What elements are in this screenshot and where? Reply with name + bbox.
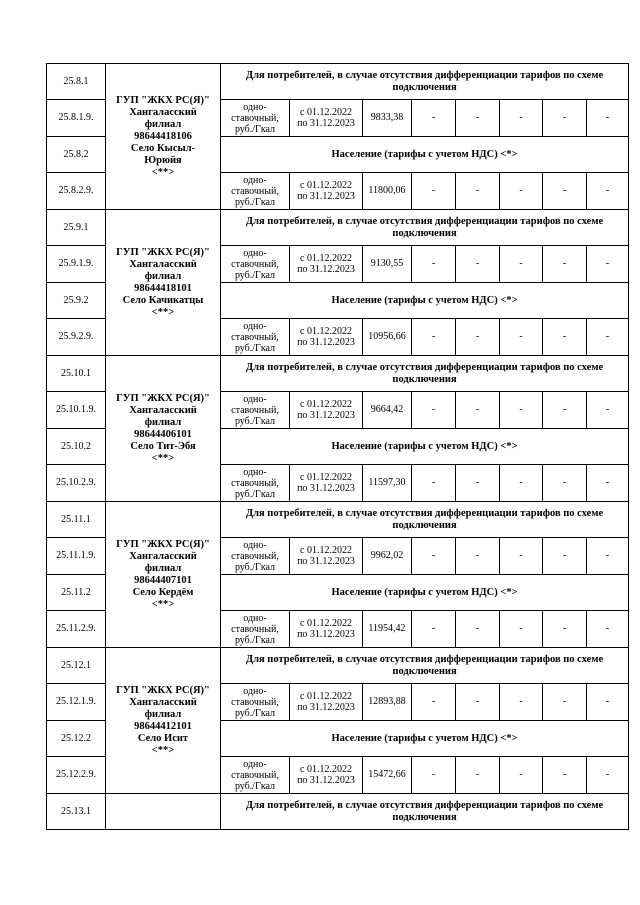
row-code: 25.11.2.9. [47,611,106,648]
empty-value: - [456,684,500,721]
period-cell: с 01.12.2022 по 31.12.2023 [290,465,363,502]
table-row [47,210,629,246]
empty-value: - [412,465,456,502]
empty-value: - [587,757,629,794]
row-code: 25.13.1 [47,794,106,830]
empty-value: - [543,173,587,210]
unit-cell: одно- ставочный, руб./Гкал [221,684,290,721]
empty-value: - [412,246,456,283]
empty-value: - [412,757,456,794]
row-code: 25.11.2 [47,575,106,611]
empty-value: - [587,611,629,648]
period-cell: с 01.12.2022 по 31.12.2023 [290,246,363,283]
unit-cell: одно- ставочный, руб./Гкал [221,319,290,356]
row-code: 25.12.2.9. [47,757,106,794]
organization-cell: ГУП "ЖКХ РС(Я)" Хангаласский филиал 98644412101 Село Исит <**> [106,648,221,794]
empty-value: - [412,611,456,648]
period-cell: с 01.12.2022 по 31.12.2023 [290,392,363,429]
empty-value: - [500,465,543,502]
empty-value: - [543,246,587,283]
row-code: 25.12.2 [47,721,106,757]
empty-value: - [456,611,500,648]
empty-value: - [587,392,629,429]
section-header: Для потребителей, в случае отсутствия дифференциации тарифов по схеме подключения [221,648,629,684]
section-header: Население (тарифы с учетом НДС) <*> [221,429,629,465]
row-code: 25.12.1.9. [47,684,106,721]
empty-value: - [543,538,587,575]
empty-value: - [587,319,629,356]
unit-cell: одно- ставочный, руб./Гкал [221,100,290,137]
row-code: 25.12.1 [47,648,106,684]
empty-value: - [543,465,587,502]
empty-value: - [500,611,543,648]
empty-value: - [412,538,456,575]
unit-cell: одно- ставочный, руб./Гкал [221,611,290,648]
empty-value: - [412,392,456,429]
empty-value: - [456,538,500,575]
empty-value: - [587,100,629,137]
tariff-value: 15472,66 [363,757,412,794]
empty-value: - [587,246,629,283]
tariff-value: 11800,06 [363,173,412,210]
row-code: 25.10.2.9. [47,465,106,502]
empty-value: - [543,392,587,429]
tariff-value: 11954,42 [363,611,412,648]
period-cell: с 01.12.2022 по 31.12.2023 [290,538,363,575]
tariff-value: 12893,88 [363,684,412,721]
empty-value: - [412,319,456,356]
table-row [47,356,629,392]
row-code: 25.8.1 [47,64,106,100]
organization-cell: ГУП "ЖКХ РС(Я)" Хангаласский филиал 98644418101 Село Качикатцы <**> [106,210,221,356]
tariff-value: 9130,55 [363,246,412,283]
empty-value: - [500,173,543,210]
section-header: Для потребителей, в случае отсутствия дифференциации тарифов по схеме подключения [221,502,629,538]
period-cell: с 01.12.2022 по 31.12.2023 [290,757,363,794]
row-code: 25.9.2 [47,283,106,319]
row-code: 25.9.2.9. [47,319,106,356]
row-code: 25.11.1 [47,502,106,538]
tariff-value: 10956,66 [363,319,412,356]
row-code: 25.10.2 [47,429,106,465]
empty-value: - [543,100,587,137]
empty-value: - [587,465,629,502]
organization-cell: ГУП "ЖКХ РС(Я)" Хангаласский филиал 98644418106 Село Кысыл- Юрюйя <**> [106,64,221,210]
empty-value: - [456,392,500,429]
empty-value: - [456,100,500,137]
table-row [47,794,629,830]
organization-cell: ГУП "ЖКХ РС(Я)" Хангаласский филиал 98644406101 Село Тит-Эбя <**> [106,356,221,502]
period-cell: с 01.12.2022 по 31.12.2023 [290,173,363,210]
row-code: 25.8.2.9. [47,173,106,210]
unit-cell: одно- ставочный, руб./Гкал [221,465,290,502]
organization-cell [106,794,221,830]
section-header: Население (тарифы с учетом НДС) <*> [221,575,629,611]
empty-value: - [543,319,587,356]
empty-value: - [456,173,500,210]
tariff-value: 11597,30 [363,465,412,502]
tariff-table [46,63,629,830]
row-code: 25.8.2 [47,137,106,173]
empty-value: - [500,319,543,356]
empty-value: - [412,684,456,721]
empty-value: - [587,173,629,210]
empty-value: - [412,173,456,210]
section-header: Население (тарифы с учетом НДС) <*> [221,137,629,173]
unit-cell: одно- ставочный, руб./Гкал [221,392,290,429]
section-header: Для потребителей, в случае отсутствия дифференциации тарифов по схеме подключения [221,64,629,100]
tariff-value: 9962,02 [363,538,412,575]
period-cell: с 01.12.2022 по 31.12.2023 [290,611,363,648]
empty-value: - [412,100,456,137]
empty-value: - [456,757,500,794]
section-header: Для потребителей, в случае отсутствия дифференциации тарифов по схеме подключения [221,794,629,830]
empty-value: - [500,246,543,283]
table-row [47,502,629,538]
unit-cell: одно- ставочный, руб./Гкал [221,538,290,575]
unit-cell: одно- ставочный, руб./Гкал [221,757,290,794]
table-row [47,64,629,100]
section-header: Для потребителей, в случае отсутствия дифференциации тарифов по схеме подключения [221,356,629,392]
empty-value: - [456,246,500,283]
section-header: Население (тарифы с учетом НДС) <*> [221,283,629,319]
period-cell: с 01.12.2022 по 31.12.2023 [290,684,363,721]
row-code: 25.11.1.9. [47,538,106,575]
period-cell: с 01.12.2022 по 31.12.2023 [290,100,363,137]
table-row [47,648,629,684]
empty-value: - [587,684,629,721]
empty-value: - [500,538,543,575]
empty-value: - [500,684,543,721]
row-code: 25.9.1.9. [47,246,106,283]
section-header: Население (тарифы с учетом НДС) <*> [221,721,629,757]
empty-value: - [500,392,543,429]
row-code: 25.8.1.9. [47,100,106,137]
empty-value: - [456,465,500,502]
empty-value: - [456,319,500,356]
empty-value: - [543,757,587,794]
empty-value: - [543,684,587,721]
period-cell: с 01.12.2022 по 31.12.2023 [290,319,363,356]
empty-value: - [543,611,587,648]
tariff-value: 9664,42 [363,392,412,429]
empty-value: - [500,100,543,137]
section-header: Для потребителей, в случае отсутствия дифференциации тарифов по схеме подключения [221,210,629,246]
tariff-value: 9833,38 [363,100,412,137]
row-code: 25.10.1.9. [47,392,106,429]
empty-value: - [587,538,629,575]
unit-cell: одно- ставочный, руб./Гкал [221,246,290,283]
empty-value: - [500,757,543,794]
row-code: 25.9.1 [47,210,106,246]
organization-cell: ГУП "ЖКХ РС(Я)" Хангаласский филиал 98644407101 Село Кердём <**> [106,502,221,648]
row-code: 25.10.1 [47,356,106,392]
unit-cell: одно- ставочный, руб./Гкал [221,173,290,210]
